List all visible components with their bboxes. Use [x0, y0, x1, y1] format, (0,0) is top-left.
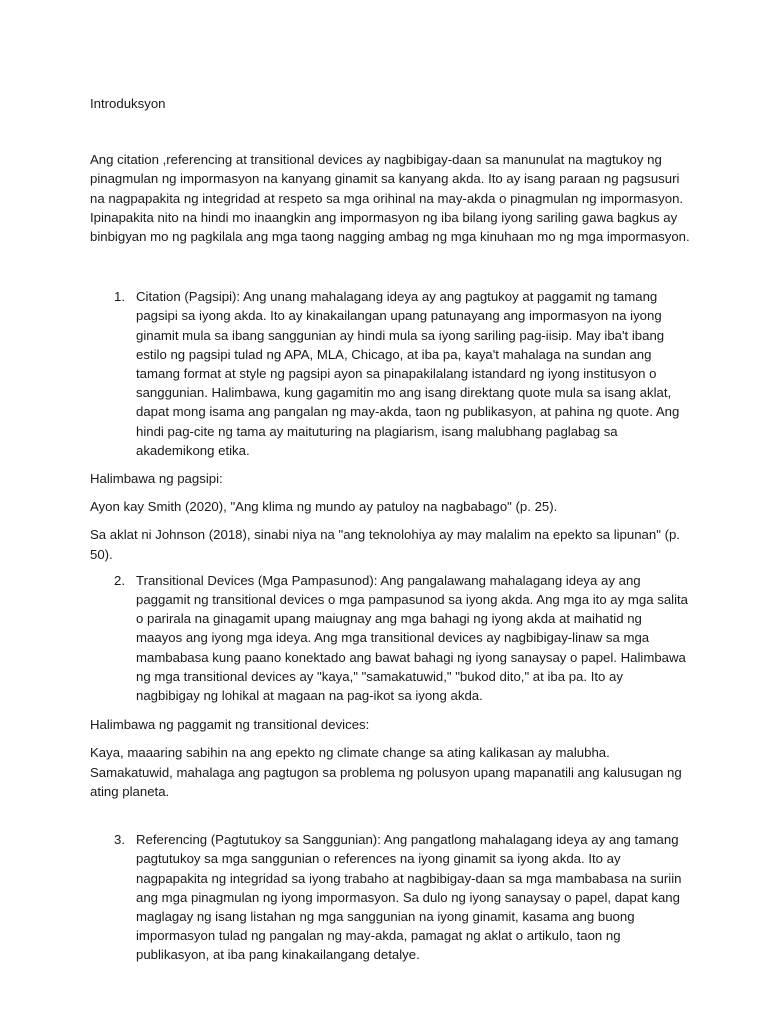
list-number: 3. — [114, 832, 125, 848]
list-number: 1. — [114, 289, 125, 305]
transition-examples-label: Halimbawa ng paggamit ng transitional devices: — [90, 717, 370, 733]
intro-paragraph: Ang citation ,referencing at transitional devices ay nagbibigay-daan sa manunulat na magtukoy ng pinagmulan ng impormasyon na kanyang ginamit sa kanyang akda. Ito ay isang paraan ng pagsusuri na nagpapakita ng integridad at respeto sa mga orihinal na may-akda o pinagmulan ng impormasyon. Ipinapakita nito na hindi mo inaangkin ang impormasyon ng iba bilang iyong sariling gawa bagkus ay binbigyan mo ng pagkilala ang mga taong nagging ambag ng mga kinuhaan mo ng mga impormasyon. — [90, 152, 690, 245]
citation-example-1: Ayon kay Smith (2020), "Ang klima ng mundo ay patuloy na nagbabago" (p. 25). — [90, 499, 558, 515]
list-item-text: Referencing (Pagtutukoy sa Sanggunian): Ang pangatlong mahalagang ideya ay ang tamang pagtutukoy sa mga sanggunian o references na iyong ginamit sa iyong akda. Ito ay nagpapakita ng integridad sa iyong trabaho at nagbibigay-daan sa mga mambabasa na suriin ang mga pinagmulan ng iyong impormasyon. Sa dulo ng iyong sanaysay o papel, dapat kang maglagay ng isang listahan ng mga sanggunian na iyong ginamit, kasama ang buong impormasyon tulad ng pangalan ng may-akda, pamagat ng aklat o artikulo, taon ng publikasyon, at iba pang kinakailangang detalye. — [136, 832, 682, 963]
citation-example-2: Sa aklat ni Johnson (2018), sinabi niya na "ang teknolohiya ay may malalim na epekto sa lipunan" (p. 50). — [90, 527, 680, 562]
list-item-text: Citation (Pagsipi): Ang unang mahalagang ideya ay ang pagtukoy at paggamit ng tamang pagsipi sa iyong akda. Ito ay kinakailangan upang patunayang ang impormasyon na iyong ginamit mula sa ibang sanggunian ay hindi mula sa iyong sariling pag-iisip. May iba't ibang estilo ng pagsipi tulad ng APA, MLA, Chicago, at iba pa, kaya't mahalaga na sundan ang tamang format at style ng pagsipi ayon sa pinapakilalang istandard ng iyong institusyon o sanggunian. Halimbawa, kung gagamitin mo ang isang direktang quote mula sa isang aklat, dapat mong isama ang pangalan ng may-akda, taon ng publikasyon, at pahina ng quote. Ang hindi pag-cite ng tama ay maituturing na plagiarism, isang malubhang paglabag sa akademikong etika. — [136, 289, 680, 458]
list-item-citation — [90, 287, 690, 460]
list-number: 2. — [114, 572, 125, 588]
list-item-transitional-devices — [90, 571, 690, 705]
document-page — [90, 94, 690, 965]
document-heading: Introduksyon — [90, 96, 166, 111]
transition-example-1: Kaya, maaaring sabihin na ang epekto ng climate change sa ating kalikasan ay malubha. Samakatuwid, mahalaga ang pagtugon sa problema ng polusyon upang mapanatili ang kalusugan ng ating planeta. — [90, 745, 682, 799]
citation-examples-label: Halimbawa ng pagsipi: — [90, 471, 223, 487]
list-item-text: Transitional Devices (Mga Pampasunod): Ang pangalawang mahalagang ideya ay ang paggamit ng transitional devices o mga pampasunod sa iyong akda. Ang mga ito ay mga salita o parirala na ginagamit upang maiugnay ang mga bahagi ng iyong akda at maihatid ng maayos ang iyong mga ideya. Ang mga transitional devices ay nagbibigay-linaw sa mga mambabasa kung paano konektado ang bawat bahagi ng iyong sanaysay o papel. Halimbawa ng mga transitional devices ay "kaya," "samakatuwid," "bukod dito," at iba pa. Ito ay nagbibigay ng lohikal at magaan na pag-ikot sa iyong akda. — [136, 572, 689, 704]
list-item-referencing — [90, 830, 690, 964]
